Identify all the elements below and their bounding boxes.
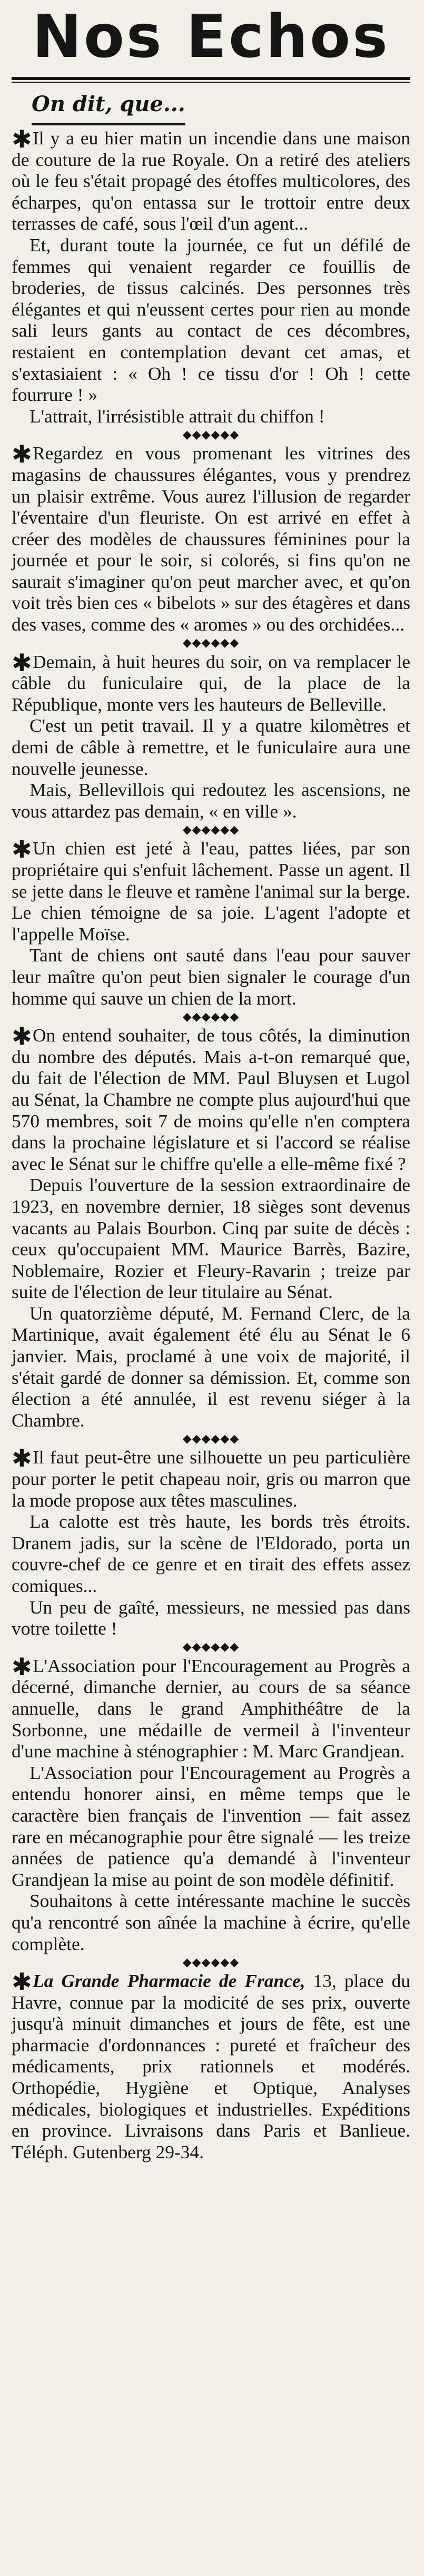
news-item xyxy=(12,648,410,822)
news-item-lead-text: 13, place du Havre, connue par la modicité de ses prix, ouverte jusqu'à minuit dimanches et jours de fête, est une pharmacie d'ordonnances : pureté et fraîcheur des médicaments, prix rationnels et modérés. Orthopédie, Hygiène et Optique, Analyses médicales, biologiques et industrielles. Expéditions en province. Livraisons dans Paris et Banlieue. Téléph. Gutenberg 29-34. xyxy=(12,1970,411,2162)
advertiser-name: La Grande Pharmacie de France, xyxy=(33,1970,305,1992)
news-item-paragraph: Souhaitons à cette intéressante machine le succès qu'a rencontré son aînée la machine à écrire, qu'elle complète. xyxy=(12,1890,410,1954)
item-separator xyxy=(12,1431,410,1447)
news-item-paragraph: La calotte est très haute, les bords très étroits. Dranem jadis, sur la scène de l'Eldorado, porta un couvre-chef de ce genre et en tirait des effets assez comiques... xyxy=(12,1511,410,1596)
asterisk-icon: ✱ xyxy=(12,440,32,469)
news-item-lead-text: Regardez en vous promenant les vitrines des magasins de chaussures élégantes, vous y prendrez un plaisir extrême. Vous aurez l'illusion de regarder l'éventaire d'un fleuriste. On est arrivé en effet à créer des modèles de chaussures féminines pour la journée et pour le soir, si colorés, si fins qu'on ne saurait s'imaginer qu'on peut marcher avec, et qu'on voit très bien ces « bibelots » sur des étagères et dans des vases, comme des « aromes » ou des orchidées... xyxy=(12,443,410,635)
news-item-lead-text: On entend souhaiter, de tous côtés, la diminution du nombre des députés. Mais a-t-on remarqué que, du fait de l'élection de MM. Paul Bluysen et Lugol au Sénat, la Chambre ne compte plus aujourd'hui que 570 membres, soit 7 de moins qu'elle n'en comptera dans la prochaine législature et si l'accord se réalise avec le Sénat sur le chiffre qu'elle a elle-même fixé ? xyxy=(12,1025,410,1174)
news-item xyxy=(12,440,410,635)
item-separator xyxy=(12,427,410,443)
item-separator xyxy=(12,1009,410,1025)
news-item-paragraph: L'Association pour l'Encouragement au Progrès a entendu honorer ainsi, en même temps que le caractère bien français de l'invention — fait assez rare en mécanographie pour être signalé — les treize années de patience qu'a demandé à l'inventeur Grandjean la mise au point de son modèle définitif. xyxy=(12,1762,410,1890)
item-separator xyxy=(12,635,410,651)
asterisk-icon: ✱ xyxy=(12,1444,32,1473)
news-item-paragraph: C'est un petit travail. Il y a quatre kilomètres et demi de câble à remettre, et le funiculaire aura une nouvelle jeunesse. xyxy=(12,715,410,779)
item-separator xyxy=(12,822,410,838)
separator-ornament: ◆◆◆◆◆◆ xyxy=(182,1640,240,1654)
asterisk-icon: ✱ xyxy=(12,835,32,864)
news-item-lead xyxy=(12,1022,410,1174)
news-item-paragraph: Depuis l'ouverture de la session extraordinaire de 1923, en novembre dernier, 18 sièges sont devenus vacants au Palais Bourbon. Cinq par suite de décès : ceux qu'occupaient MM. Maurice Barrès, Bazire, Noblemaire, Rozier et Fleury-Ravarin ; treize par suite de l'élection de leur titulaire au Sénat. xyxy=(12,1174,410,1303)
news-item-paragraph: Un quatorzième député, M. Fernand Clerc, de la Martinique, avait également été élu au Sénat le 6 janvier. Mais, proclamé à une voix de majorité, il s'était gardé de donner sa démission. Et, comme son élection a été annulée, il est revenu siéger à la Chambre. xyxy=(12,1302,410,1431)
news-item-lead-text: Demain, à huit heures du soir, on va remplacer le câble du funiculaire qui, de la place de la République, monte vers les hauteurs de Belleville. xyxy=(12,651,410,715)
asterisk-icon: ✱ xyxy=(12,648,32,677)
news-item-lead xyxy=(12,1444,410,1511)
news-item-lead xyxy=(12,440,410,635)
separator-ornament: ◆◆◆◆◆◆ xyxy=(182,1955,240,1969)
news-item-lead-text: Un chien est jeté à l'eau, pattes liées, par son propriétaire qui s'enfuit lâchement. Passe un agent. Il se jette dans le fleuve et ramène l'animal sur la berge. Le chien témoigne de sa joie. L'agent l'adopte et l'appelle Moïse. xyxy=(12,838,410,945)
news-item xyxy=(12,1444,410,1639)
news-item xyxy=(12,127,410,427)
news-item xyxy=(12,1022,410,1431)
item-separator xyxy=(12,1639,410,1655)
asterisk-icon: ✱ xyxy=(12,1022,32,1051)
news-item-paragraph: Et, durant toute la journée, ce fut un défilé de femmes qui venaient regarder ce fouillis de broderies, de tissus calcinés. Des personnes très élégantes et qui n'eussent certes pour rien au monde sali leurs gants au contact de ces décombres, restaient en contemplation devant cet amas, et s'extasiaient : « Oh ! ce tissu d'or ! Oh ! cette fourrure ! » xyxy=(12,234,410,406)
news-item xyxy=(12,835,410,1009)
separator-ornament: ◆◆◆◆◆◆ xyxy=(182,823,240,837)
section-kicker: On dit, que... xyxy=(32,89,185,125)
news-item-lead xyxy=(12,127,410,234)
item-separator xyxy=(12,1954,410,1970)
news-item-lead xyxy=(12,1652,410,1762)
news-item-lead xyxy=(12,1970,410,2162)
news-item-paragraph: L'attrait, l'irrésistible attrait du chiffon ! xyxy=(29,405,325,427)
news-item-paragraph: Tant de chiens ont sauté dans l'eau pour sauver leur maître qu'on peut bien signaler le courage d'un homme qui sauve un chien de la mort. xyxy=(12,945,410,1009)
news-item-lead-text: L'Association pour l'Encouragement au Progrès a décerné, dimanche dernier, au cours de sa séance annuelle, dans le grand Amphithéâtre de la Sorbonne, une médaille de vermeil à l'inventeur d'une machine à sténographier : M. Marc Grandjean. xyxy=(12,1655,410,1762)
news-items xyxy=(12,127,410,2162)
asterisk-icon: ✱ xyxy=(12,1968,32,1997)
asterisk-icon: ✱ xyxy=(12,125,32,153)
separator-ornament: ◆◆◆◆◆◆ xyxy=(182,636,240,650)
column-title: Nos Echos xyxy=(32,3,390,71)
separator-ornament: ◆◆◆◆◆◆ xyxy=(182,1010,240,1024)
news-item-lead xyxy=(12,648,410,715)
separator-ornament: ◆◆◆◆◆◆ xyxy=(182,428,240,441)
news-item xyxy=(12,1652,410,1954)
asterisk-icon: ✱ xyxy=(12,1652,32,1681)
title-rule-thin xyxy=(12,82,410,83)
title-rule xyxy=(12,77,410,80)
news-item-lead-text: Il faut peut-être une silhouette un peu particulière pour porter le petit chapeau noir, gris ou marron que la mode propose aux têtes masculines. xyxy=(12,1447,410,1511)
separator-ornament: ◆◆◆◆◆◆ xyxy=(182,1432,240,1446)
news-item-paragraph: Un peu de gaîté, messieurs, ne messied pas dans votre toilette ! xyxy=(12,1596,410,1639)
news-item-lead-text: Il y a eu hier matin un incendie dans une maison de couture de la rue Royale. On a retiré des ateliers où le feu s'était propagé des étoffes multicolores, des écharpes, qu'on entassa sur le trottoir entre deux terrasses de café, sous l'œil d'un agent... xyxy=(12,127,410,234)
news-item-lead xyxy=(12,835,410,945)
news-item-paragraph: Mais, Bellevillois qui redoutez les ascensions, ne vous attardez pas demain, « en ville ». xyxy=(12,779,410,822)
news-item xyxy=(12,1970,410,2162)
